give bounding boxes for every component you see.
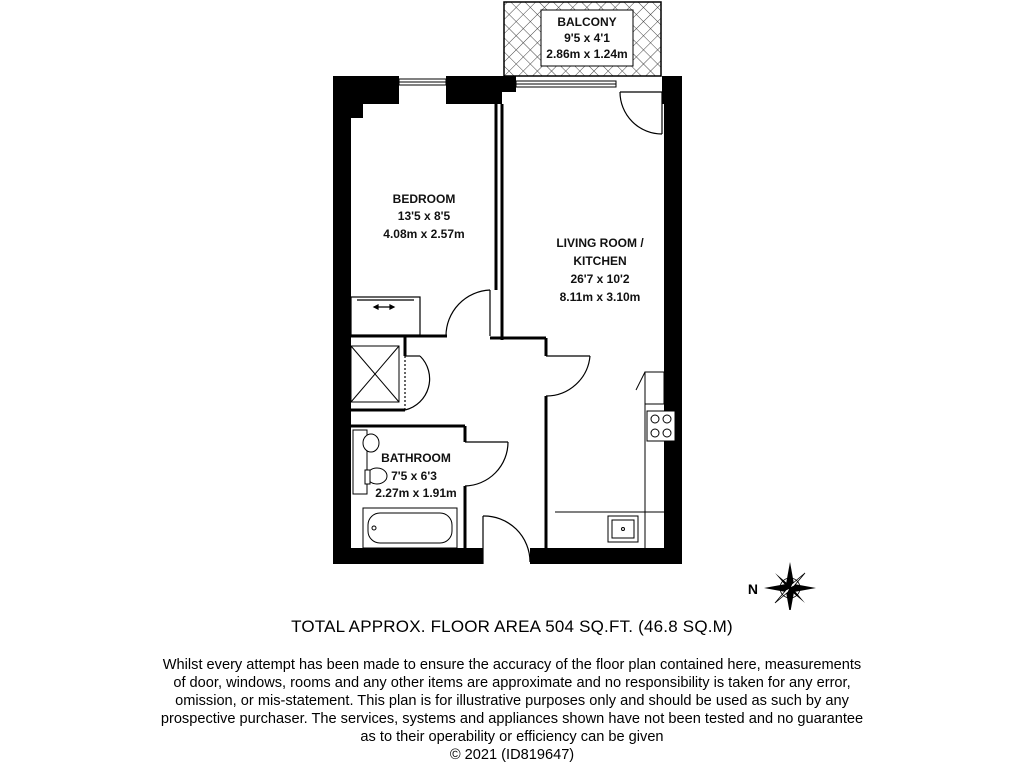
disclaimer: [150, 656, 874, 764]
copyright: © 2021 (ID819647): [449, 747, 575, 763]
bedroom-name: BEDROOM: [392, 192, 456, 206]
storage-cupboard: [351, 346, 399, 402]
bathroom-imperial: 7'5 x 6'3: [391, 469, 437, 483]
living-imperial: 26'7 x 10'2: [570, 272, 630, 286]
disclaimer-line: of door, windows, rooms and any other items are approximate and no responsibility is taken for any error,: [173, 675, 851, 691]
balcony-imperial: 9'5 x 4'1: [564, 31, 610, 45]
disclaimer-line: omission, or mis-statement. This plan is for illustrative purposes only and should be used as such by any: [175, 693, 849, 709]
balcony-metric: 2.86m x 1.24m: [546, 47, 628, 61]
hob: [647, 411, 675, 441]
bathroom-metric: 2.27m x 1.91m: [375, 486, 457, 500]
kitchen-units: [555, 372, 675, 548]
compass-north-label: N: [747, 581, 758, 597]
total-floor-area: TOTAL APPROX. FLOOR AREA 504 SQ.FT. (46.8 SQ.M): [291, 617, 733, 636]
bedroom-wardrobe: [351, 297, 420, 335]
living-room-label: [556, 236, 644, 304]
living-name-line2: KITCHEN: [573, 254, 627, 268]
bathroom-name: BATHROOM: [381, 451, 451, 465]
bathroom-label: [375, 451, 456, 500]
bedroom-label: [383, 192, 464, 241]
bedroom-imperial: 13'5 x 8'5: [397, 209, 451, 223]
living-metric: 8.11m x 3.10m: [559, 290, 641, 304]
disclaimer-line: Whilst every attempt has been made to ensure the accuracy of the floor plan contained here, measurements: [162, 657, 862, 673]
balcony: [504, 2, 661, 76]
compass-icon: [748, 562, 816, 610]
balcony-name: BALCONY: [557, 15, 617, 29]
disclaimer-line: prospective purchaser. The services, systems and appliances shown have not been tested and no guarantee: [160, 711, 864, 727]
basin: [363, 434, 379, 452]
disclaimer-line: as to their operability or efficiency can be given: [360, 729, 664, 745]
living-name-line1: LIVING ROOM /: [556, 236, 644, 250]
bedroom-metric: 4.08m x 2.57m: [383, 227, 465, 241]
